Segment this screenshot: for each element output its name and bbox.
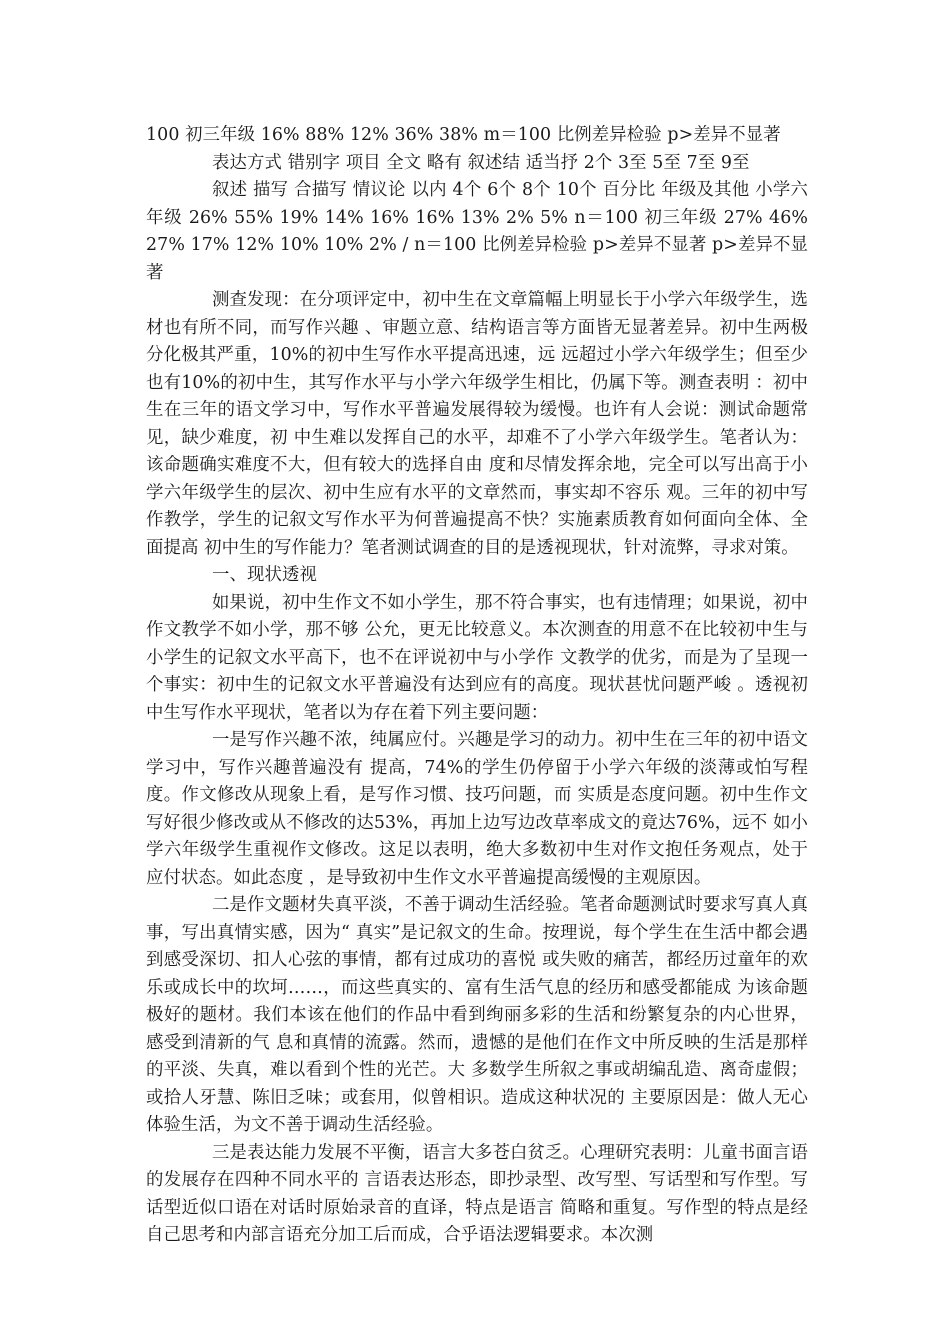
body-paragraph-intro: 如果说，初中生作文不如小学生，那不符合事实，也有违情理；如果说，初中作文教学不如小学，那不够 公允，更无比较意义。本次测查的用意不在比较初中生与小学生的记叙文水平高下，也不在评说初中与小学作 文教学的优劣，而是为了呈现一个事实：初中生的记叙文水平普遍没有达到应有的高度。现状甚忧问题严峻 。透视初中生写作水平现状，笔者以为存在着下列主要问题：	[146, 592, 808, 723]
table-header-row-2-and-data: 叙述 描写 合描写 情议论 以内 4个 6个 8个 10个 百分比 年级及其他 小学六年级 26% 55% 19% 14% 16% 16% 13% 2% 5% n＝100 初三年级 27% 46% 27% 17% 12% 10% 10% 2% / n＝100 比例差异检验 p>差异不显著 p>差异不显著	[146, 180, 808, 283]
body-paragraph-point-3: 三是表达能力发展不平衡，语言大多苍白贫乏。心理研究表明：儿童书面言语的发展存在四种不同水平的 言语表达形态，即抄录型、改写型、写话型和写作型。写话型近似口语在对话时原始录音的直译，特点是语言 简略和重复。写作型的特点是经自己思考和内部言语充分加工后而成，合乎语法逻辑要求。本次测	[146, 1142, 808, 1245]
body-paragraph-point-1: 一是写作兴趣不浓，纯属应付。兴趣是学习的动力。初中生在三年的初中语文学习中，写作兴趣普遍没有 提高，74%的学生仍停留于小学六年级的淡薄或怕写程度。作文修改从现象上看，是写作习惯、技巧问题，而 实质是态度问题。初中生作文写好很少修改或从不修改的达53%，再加上边写边改草率成文的竟达76%，远不 如小学六年级学生重视作文修改。这足以表明，绝大多数初中生对作文抱任务观点，处于应付状态。如此态度 ，是导致初中生作文水平普遍提高缓慢的主观原因。	[146, 730, 808, 888]
table-header-row-1: 表达方式 错别字 项目 全文 略有 叙述结 适当抒 2个 3至 5至 7至 9至	[212, 152, 750, 173]
section-heading: 一、现状透视	[212, 565, 317, 585]
body-paragraph-point-2: 二是作文题材失真平淡，不善于调动生活经验。笔者命题测试时要求写真人真事，写出真情实感，因为“ 真实”是记叙文的生命。按理说，每个学生在生活中都会遇到感受深切、扣人心弦的事情，都有过成功的喜悦 或失败的痛苦，都经历过童年的欢乐或成长中的坎坷……，而这些真实的、富有生活气息的经历和感受都能成 为该命题极好的题材。我们本该在他们的作品中看到绚丽多彩的生活和纷繁复杂的内心世界，感受到清新的气 息和真情的流露。然而，遗憾的是他们在作文中所反映的生活是那样的平淡、失真，难以看到个性的光芒。大 多数学生所叙之事或胡编乱造、离奇虚假；或拾人牙慧、陈旧乏味；或套用，似曾相识。造成这种状况的 主要原因是：做人无心体验生活，为文不善于调动生活经验。	[146, 895, 808, 1135]
findings-paragraph: 测查发现：在分项评定中，初中生在文章篇幅上明显长于小学六年级学生，选材也有所不同，而写作兴趣 、审题立意、结构语言等方面皆无显著差异。初中生两极分化极其严重，10%的初中生写作水平提高迅速，远 远超过小学六年级学生；但至少也有10%的初中生，其写作水平与小学六年级学生相比，仍属下等。测查表明 ：初中生在三年的语文学习中，写作水平普遍发展得较为缓慢。也许有人会说：测试命题常见，缺少难度，初 中生难以发挥自己的水平，却难不了小学六年级学生。笔者认为：该命题确实难度不大，但有较大的选择自由 度和尽情发挥余地，完全可以写出高于小学六年级学生的层次、初中生应有水平的文章然而，事实却不容乐 观。三年的初中写作教学，学生的记叙文写作水平为何普遍提高不快？实施素质教育如何面向全体、全面提高 初中生的写作能力？笔者测试调查的目的是透视现状，针对流弊，寻求对策。	[146, 290, 808, 558]
table-row-grade9-summary: 100 初三年级 16% 88% 12% 36% 38% m＝100 比例差异检验 p>差异不显著	[146, 125, 781, 145]
document-body	[146, 122, 808, 1250]
